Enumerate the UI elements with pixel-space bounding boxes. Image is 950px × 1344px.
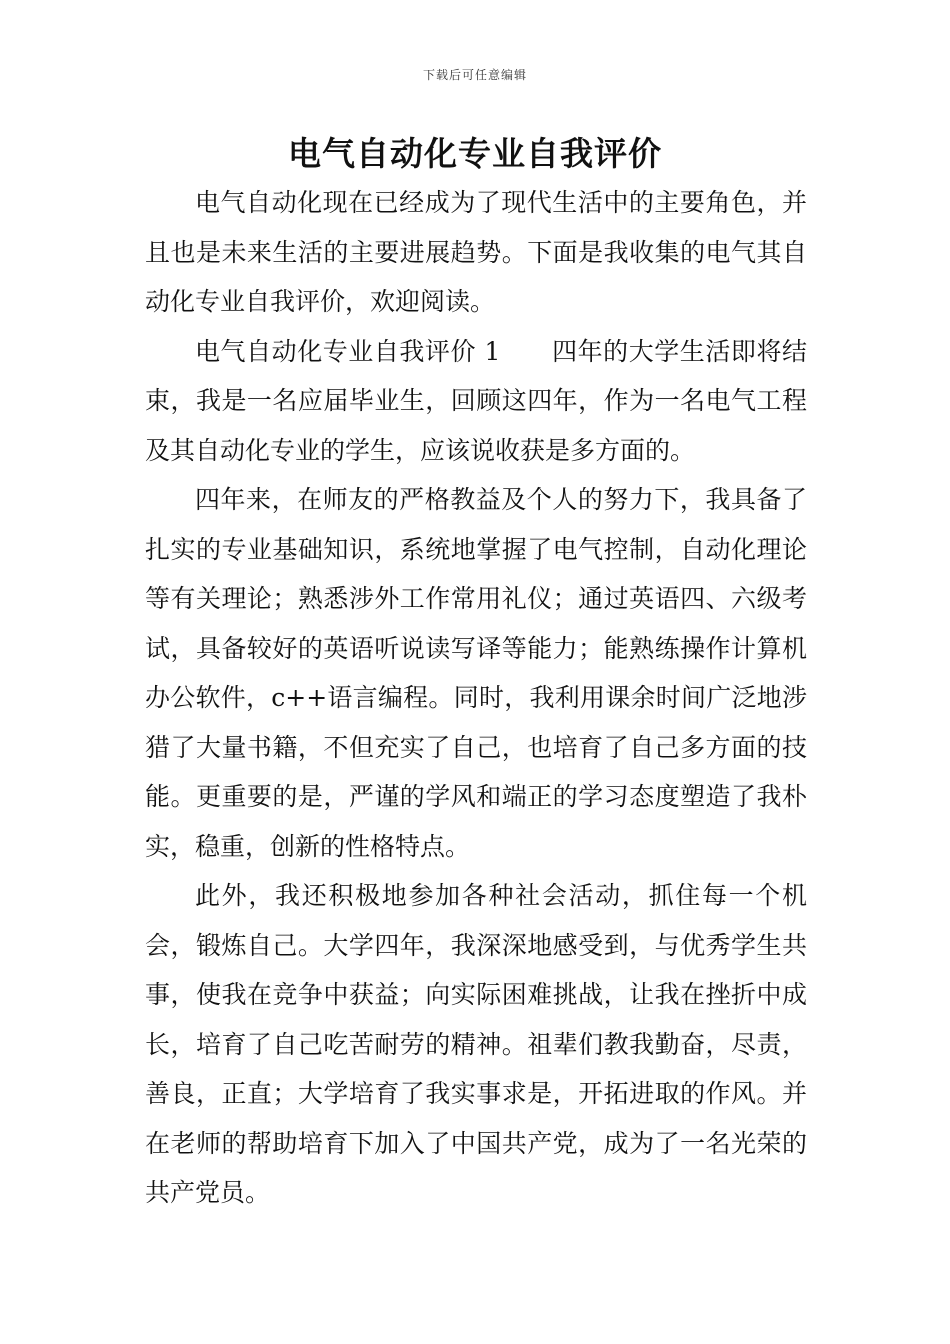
paragraph-evaluation-1: 电气自动化专业自我评价 1 四年的大学生活即将结束，我是一名应届毕业生，回顾这四年，作为一名电气工程及其自动化专业的学生，应该说收获是多方面的。 bbox=[145, 336, 807, 465]
document-title: 电气自动化专业自我评价 bbox=[288, 134, 662, 173]
document-body bbox=[145, 178, 807, 1218]
paragraph-four-years: 四年来，在师友的严格教益及个人的努力下，我具备了扎实的专业基础知识，系统地掌握了电气控制，自动化理论等有关理论；熟悉涉外工作常用礼仪；通过英语四、六级考试，具备较好的英语听说读写译等能力；能熟练操作计算机办公软件，c++语言编程。同时，我利用课余时间广泛地涉猎了大量书籍，不但充实了自己，也培育了自己多方面的技能。更重要的是，严谨的学风和端正的学习态度塑造了我朴实，稳重，创新的性格特点。 bbox=[145, 485, 807, 861]
paragraph-activities: 此外，我还积极地参加各种社会活动，抓住每一个机会，锻炼自己。大学四年，我深深地感受到，与优秀学生共事，使我在竞争中获益；向实际困难挑战，让我在挫折中成长，培育了自己吃苦耐劳的精神。祖辈们教我勤奋，尽责，善良，正直；大学培育了我实事求是，开拓进取的作风。并在老师的帮助培育下加入了中国共产党，成为了一名光荣的共产党员。 bbox=[145, 881, 807, 1207]
header-note: 下载后可任意编辑 bbox=[422, 68, 527, 82]
paragraph-intro: 电气自动化现在已经成为了现代生活中的主要角色，并且也是未来生活的主要进展趋势。下面是我收集的电气其自动化专业自我评价，欢迎阅读。 bbox=[145, 188, 807, 316]
